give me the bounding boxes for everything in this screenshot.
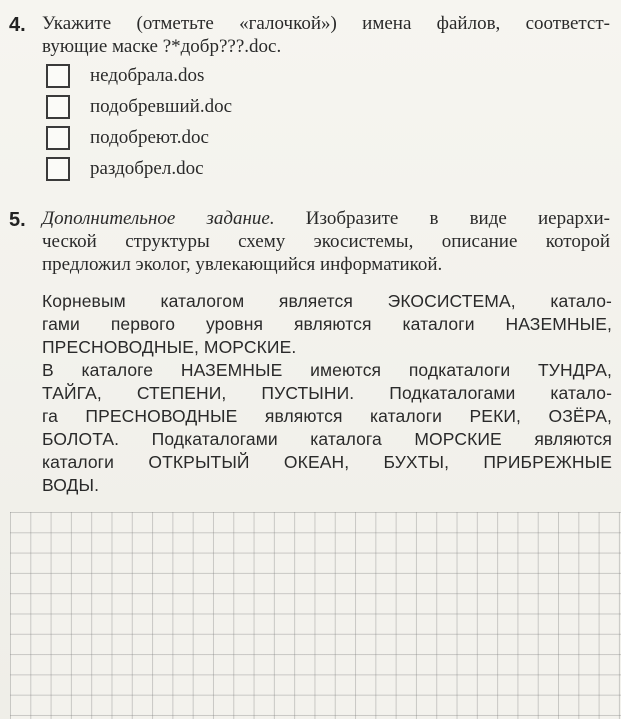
paragraph-line-8: каталоги ОТКРЫТЫЙ ОКЕАН, БУХТЫ, ПРИБРЕЖНЫЕ (42, 452, 612, 472)
option-checkbox-2[interactable] (46, 95, 70, 119)
question-4-number: 4. (9, 14, 26, 36)
question-4-text-line-1: Укажите (отметьте «галочкой») имена файлов, соответст- (42, 13, 610, 34)
additional-task-label: Дополнительное задание. (42, 208, 275, 229)
option-row-1 (46, 63, 204, 89)
option-label-3: подобреют.doc (90, 127, 209, 148)
paragraph-line-7: БОЛОТА. Подкаталогами каталога МОРСКИЕ являются (42, 429, 612, 449)
option-row-4 (46, 156, 204, 182)
question-5-text-line-3: предложил эколог, увлекающийся информатикой. (42, 254, 443, 275)
paragraph-line-1: Корневым каталогом является ЭКОСИСТЕМА, катало- (42, 291, 612, 311)
question-4-text-line-2: вующие маске ?*добр???.doc. (42, 36, 282, 57)
option-row-3 (46, 125, 209, 151)
question-5-intro-rest: Изобразите в виде иерархи- (305, 208, 610, 229)
answer-grid-area[interactable] (10, 512, 621, 719)
question-5-text-line-1 (42, 208, 610, 230)
option-checkbox-3[interactable] (46, 126, 70, 150)
option-label-2: подобревший.doc (90, 96, 233, 117)
paragraph-line-3: ПРЕСНОВОДНЫЕ, МОРСКИЕ. (42, 337, 297, 357)
option-checkbox-1[interactable] (46, 64, 70, 88)
paragraph-line-4: В каталоге НАЗЕМНЫЕ имеются подкаталоги ТУНДРА, (42, 360, 612, 380)
option-checkbox-4[interactable] (46, 157, 70, 181)
option-label-1: недобрала.dos (90, 65, 205, 86)
paragraph-line-2: гами первого уровня являются каталоги НАЗЕМНЫЕ, (42, 314, 612, 334)
paragraph-line-6: га ПРЕСНОВОДНЫЕ являются каталоги РЕКИ, ОЗЁРА, (42, 406, 612, 426)
question-5-number: 5. (9, 209, 26, 231)
paragraph-line-5: ТАЙГА, СТЕПЕНИ, ПУСТЫНИ. Подкаталогами катало- (42, 383, 612, 403)
question-5-text-line-2: ческой структуры схему экосистемы, описание которой (42, 231, 610, 252)
paragraph-line-9: ВОДЫ. (42, 475, 100, 495)
option-label-4: раздобрел.doc (90, 158, 204, 179)
option-row-2 (46, 94, 232, 120)
